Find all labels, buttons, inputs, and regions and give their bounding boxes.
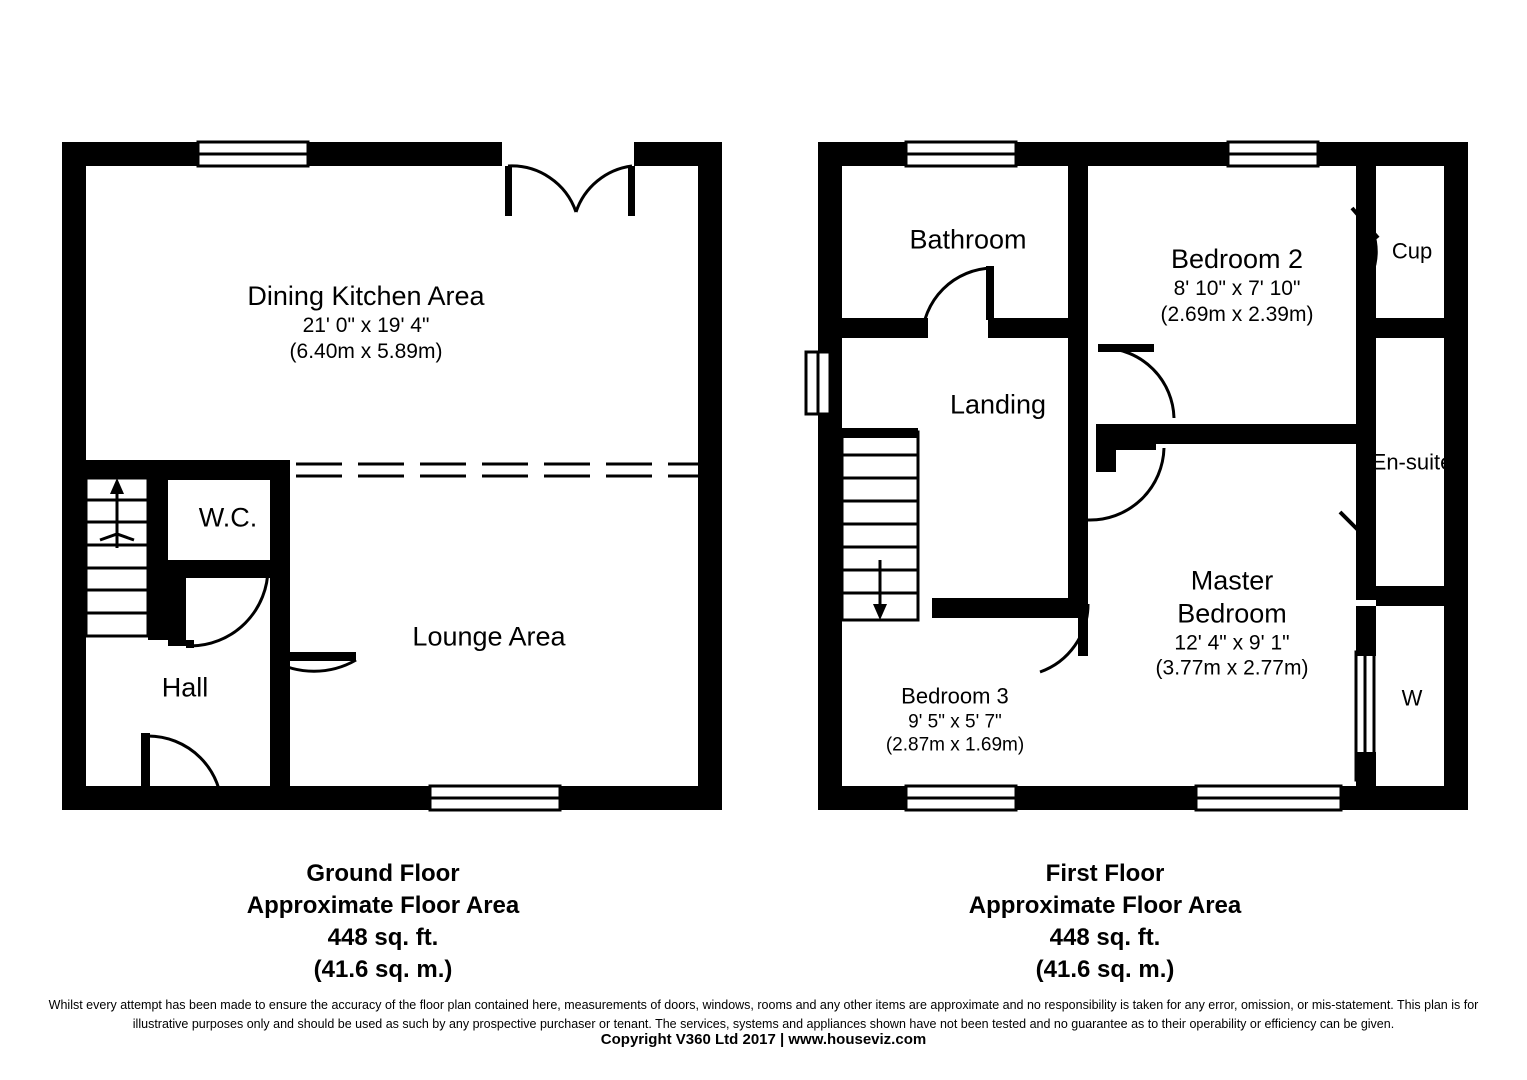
room-dims-m: (6.40m x 5.89m) [289, 339, 443, 363]
room-label-wc: W.C. [198, 502, 258, 533]
room-label-landing: Landing [949, 389, 1047, 420]
room-dims-ft: 8' 10" x 7' 10" [1173, 276, 1301, 300]
door-ground-patio [505, 166, 635, 216]
window-ground-top [198, 142, 308, 166]
ground-floor-plan [62, 142, 722, 810]
caption-line-4: (41.6 sq. m.) [313, 955, 453, 983]
room-name: Dining Kitchen Area [247, 280, 485, 311]
room-label-w: W [1401, 685, 1423, 711]
room-label-hall: Hall [161, 672, 209, 703]
window-ground-bottom [430, 786, 560, 810]
room-name-line1: Master [1190, 565, 1274, 596]
room-name: En-suite [1371, 449, 1453, 475]
first-floor-caption [969, 858, 1242, 986]
stairs-first [842, 428, 918, 620]
first-floor-plan [806, 142, 1468, 810]
caption-line-4: (41.6 sq. m.) [1035, 955, 1175, 983]
door-wc [186, 568, 268, 648]
room-dims-m: (3.77m x 2.77m) [1155, 656, 1309, 680]
door-bathroom [922, 266, 994, 338]
divider-dashed [296, 464, 700, 476]
window-first-left [806, 352, 830, 414]
disclaimer-line-1: Whilst every attempt has been made to ensure the accuracy of the floor plan contained here, measurements of doors, windows, rooms and any other items are approximate and no responsibility is taken for any error, omission, or mis-statement. This plan is for [48, 998, 1479, 1012]
room-label-bathroom: Bathroom [909, 224, 1027, 255]
room-dims-m: (2.87m x 1.69m) [885, 734, 1025, 756]
room-label-cupboard: Cup [1391, 238, 1433, 264]
room-dims-m: (2.69m x 2.39m) [1160, 302, 1314, 326]
window-first-bottom-left [906, 786, 1016, 810]
room-name: Bedroom 3 [901, 683, 1009, 709]
caption-line-1: Ground Floor [306, 860, 460, 887]
room-name: Bedroom 2 [1170, 243, 1304, 274]
room-name-line2: Bedroom [1177, 598, 1287, 629]
copyright-text: Copyright V360 Ltd 2017 | www.houseviz.com [600, 1031, 927, 1048]
caption-line-2: Approximate Floor Area [246, 891, 520, 919]
room-label-lounge: Lounge Area [412, 621, 566, 652]
caption-line-2: Approximate Floor Area [968, 891, 1242, 919]
disclaimer-text [24, 996, 1504, 1034]
window-first-top-left [906, 142, 1016, 166]
room-dims-ft: 21' 0" x 19' 4" [302, 313, 430, 337]
stairs-ground [86, 478, 148, 636]
window-first-top-right [1228, 142, 1318, 166]
ground-floor-caption [247, 858, 520, 986]
caption-line-1: First Floor [1045, 860, 1165, 887]
door-landing-bedroom2 [1098, 344, 1174, 418]
caption-line-3: 448 sq. ft. [1049, 923, 1161, 951]
window-first-bottom-right [1196, 786, 1341, 810]
disclaimer-line-2: illustrative purposes only and should be used as such by any prospective purchaser or tenant. The services, systems and appliances shown have not been tested and no guarantee as to their operability or efficiency can be given. [132, 1016, 1395, 1031]
room-dims-ft: 12' 4" x 9' 1" [1174, 631, 1290, 655]
caption-line-3: 448 sq. ft. [327, 923, 439, 951]
room-dims-ft: 9' 5" x 5' 7" [908, 711, 1002, 733]
